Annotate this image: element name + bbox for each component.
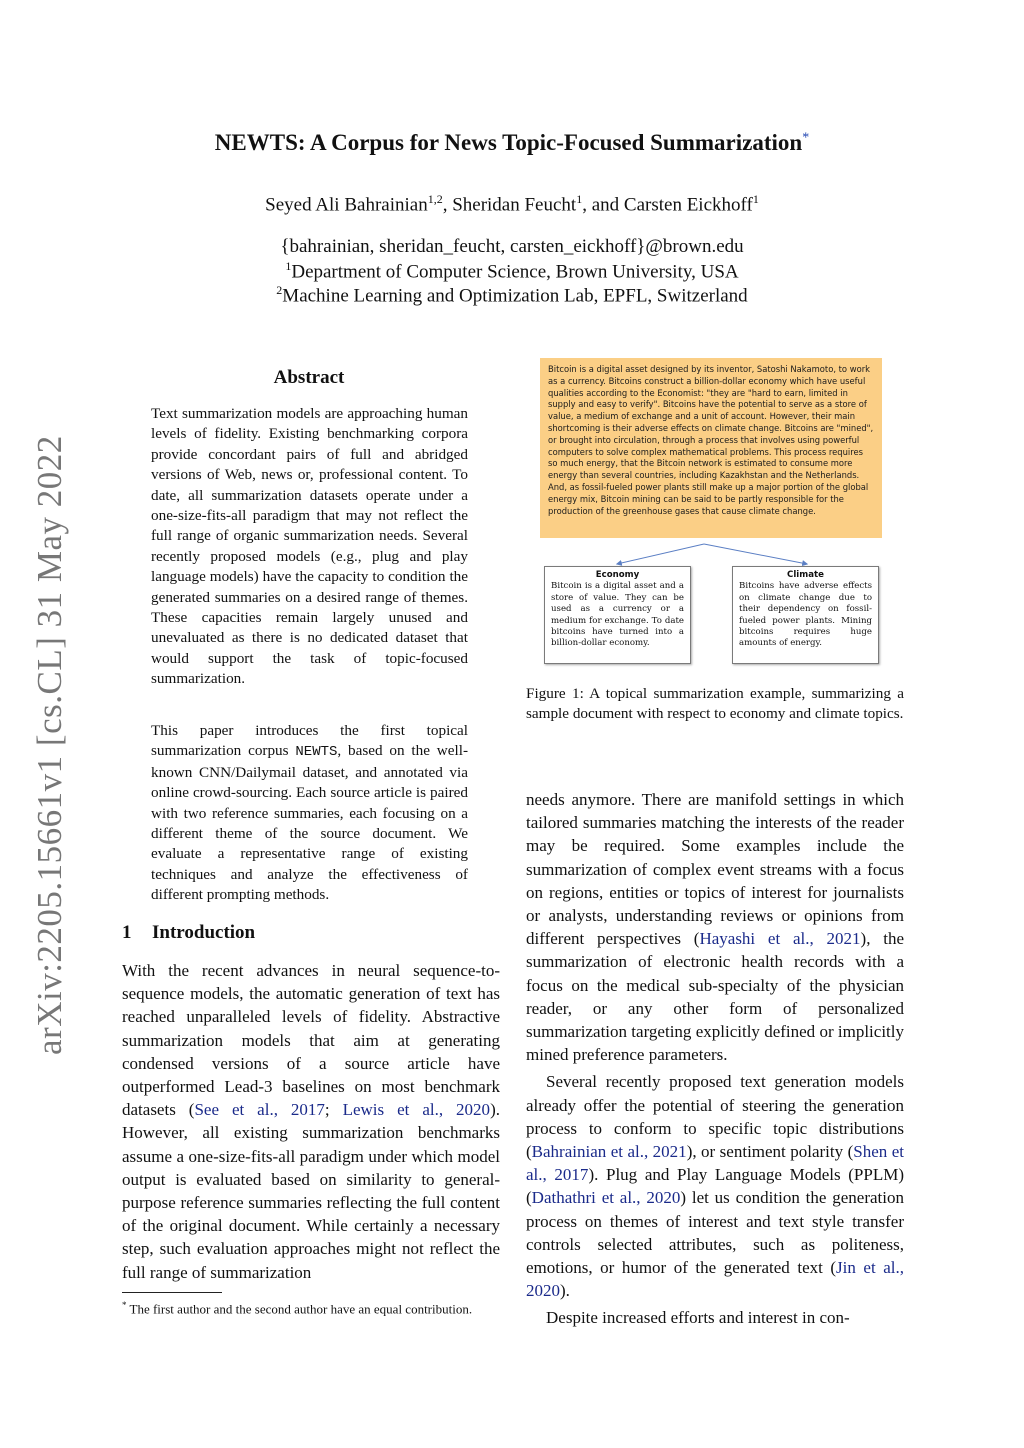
affiliation-text: Machine Learning and Optimization Lab, EPFL, Switzerland xyxy=(282,285,748,307)
abstract-text: , based on the well-known CNN/Dailymail dataset, and annotated via online crowd-sourcing. Each source article is paired with two reference summaries, each focusing on a different theme of the source document. We evaluate a representative range of existing techniques and analyze the effectiveness of different prompting methods. xyxy=(151,742,469,904)
footnote-text: The first author and the second author have an equal contribution. xyxy=(129,1301,473,1317)
arrow-to-climate xyxy=(704,544,807,564)
affiliation-number: 1 xyxy=(285,259,292,273)
author-separator: , and xyxy=(582,194,624,216)
body-text: ; xyxy=(324,1100,343,1120)
figure-caption: Figure 1: A topical summarization example, summarizing a sample document with respect to economy and climate topics. xyxy=(526,685,904,723)
body-text: ). However, all existing summarization benchmarks assume a one-size-fits-all paradigm under which model output is evaluated based on similarity to general-purpose reference summaries reflecting the full content of the original document. While certainly a necessary step, such evaluation approaches might not reflect the full range of summarization xyxy=(122,1100,500,1282)
body-text: ). Plug and Play Language Models (PPLM) ( xyxy=(526,1165,904,1208)
abstract-heading: Abstract xyxy=(273,367,345,388)
body-text: ), the summarization of electronic health records with a focus on the medical sub-specialty of the physician reader, or any other form of personalized summarization targeting explicitly defined or implicitly mined preference parameters. xyxy=(526,929,904,1065)
abstract-paragraph-2 xyxy=(151,721,468,906)
arxiv-identifier[interactable]: arXiv:2205.15661v1 [cs.CL] 31 May 2022 xyxy=(30,435,69,1055)
economy-box-title: Economy xyxy=(595,570,640,580)
abstract-text: Text summarization models are approaching human levels of fidelity. Existing benchmarking corpora provide concordant pairs of full and abridged versions of Web, news or, professional content. To date, all summarization datasets operate under a one-size-fits-all paradigm that may not reflect the full range of organic summarization needs. Several recently proposed models (e.g., plug and play language models) have the capacity to condition the generated summaries on a desired range of themes. These capacities remain largely unused and unevaluated as there is no dedicated dataset that would support the task of topic-focused summarization. xyxy=(151,405,468,688)
paragraph-models xyxy=(526,1070,904,1302)
citation-link[interactable]: Jin et al., 2020 xyxy=(526,1258,904,1301)
author-name: Sheridan Feucht xyxy=(452,194,577,216)
author-affiliation: 1 xyxy=(576,192,583,206)
body-text: With the recent advances in neural sequence-to-sequence models, the automatic generation of text has reached unparalleled levels of fidelity. Abstractive summarization models that aim at generating condensed versions of a source article have outperformed Lead-3 baselines on most benchmark datasets ( xyxy=(122,961,500,1120)
author-affiliation: 1 xyxy=(752,192,759,206)
footnote xyxy=(122,1296,500,1318)
figure-source-document: Bitcoin is a digital asset designed by its inventor, Satoshi Nakamoto, to work as a currency. Bitcoins construct a billion-dollar economy which have useful qualities according to the Economist: "they are "hard to earn, limited in supply and easy to verify". Bitcoins have the potential to serve as a store of value, a medium of exchange and a unit of account. However, their main shortcoming is their adverse effects on climate change. Bitcoins are "mined", or brought into circulation, through a process that involves using powerful computers to solve complex mathematical problems. This process requires so much energy, that the Bitcoin network is estimated to consume more energy than several countries, including Kazakhstan and the Netherlands. And, as fossil-fueled power plants still make up a major portion of the global energy mix, Bitcoin mining can be said to be partly responsible for the production of the greenhouse gases that cause climate change. xyxy=(540,358,882,538)
climate-box-text: Bitcoins have adverse effects on climate change due to their dependency on fossil-fueled power plants. Mining bitcoins requires huge amounts of energy. xyxy=(739,581,872,649)
affiliation-1 xyxy=(0,259,1024,283)
climate-summary-box xyxy=(732,566,879,664)
citation-link[interactable]: See et al., 2017 xyxy=(194,1100,325,1120)
section-number: 1 xyxy=(122,922,132,943)
affiliation-text: Department of Computer Science, Brown University, USA xyxy=(291,261,739,283)
section-title: Introduction xyxy=(152,922,256,943)
paragraph-needs xyxy=(526,788,904,1066)
corpus-name: NEWTS xyxy=(295,744,338,761)
email-line: {bahrainian, sheridan_feucht, carsten_eickhoff}@brown.edu xyxy=(280,236,744,257)
citation-link[interactable]: Bahrainian et al., 2021 xyxy=(531,1142,687,1162)
economy-box-text: Bitcoin is a digital asset and a store of value. They can be used as a currency or a medium for exchange. To date bitcoins have turned into a billion-dollar economy. xyxy=(551,581,684,649)
author-list xyxy=(0,192,1024,216)
abstract-text: This paper introduces the first topical summarization corpus xyxy=(151,722,468,760)
body-text: ) let us condition the generation process on themes of interest and text style transfer controls selected attributes, such as politeness, emotions, or humor of the generated text ( xyxy=(526,1188,904,1278)
citation-link[interactable]: Lewis et al., 2020 xyxy=(342,1100,491,1120)
body-text: ). xyxy=(560,1281,570,1301)
author-separator: , xyxy=(442,194,453,216)
right-column-text xyxy=(526,788,904,1330)
title-footnote-marker[interactable]: * xyxy=(802,130,810,146)
author-name: Seyed Ali Bahrainian xyxy=(265,194,428,216)
citation-link[interactable]: Hayashi et al., 2021 xyxy=(699,929,861,949)
citation-link[interactable]: Shen et al., 2017 xyxy=(526,1142,904,1185)
affiliation-2 xyxy=(0,283,1024,307)
arrow-to-economy xyxy=(617,544,704,564)
section-heading-introduction xyxy=(122,922,255,944)
author-name: Carsten Eickhoff xyxy=(623,194,753,216)
body-text: Several recently proposed text generation models already offer the potential of steering the generation process to conform to specific topic distributions ( xyxy=(526,1072,904,1162)
paper-title xyxy=(0,130,1024,156)
body-text: needs anymore. There are manifold settings in which tailored summaries matching the interests of the reader may be required. Some examples include the summarization of complex event streams with a focus on regions, entities or topics of interest for journalists or analysts, understanding reviews or opinions from different perspectives ( xyxy=(526,790,904,949)
footnote-rule xyxy=(122,1292,222,1293)
economy-summary-box xyxy=(544,566,691,664)
citation-link[interactable]: Dathathri et al., 2020 xyxy=(531,1188,681,1208)
abstract-paragraph-1 xyxy=(151,404,468,690)
figure-1 xyxy=(522,350,902,672)
title-text: NEWTS: A Corpus for News Topic-Focused Summarization xyxy=(214,130,803,155)
affiliation-number: 2 xyxy=(276,283,283,297)
author-affiliation: 1,2 xyxy=(427,192,443,206)
intro-paragraph-1 xyxy=(122,959,500,1284)
paragraph-despite: Despite increased efforts and interest in con- xyxy=(546,1308,850,1328)
footnote-marker: * xyxy=(122,1300,127,1310)
body-text: ), or sentiment polarity ( xyxy=(686,1142,854,1162)
climate-box-title: Climate xyxy=(787,570,824,580)
